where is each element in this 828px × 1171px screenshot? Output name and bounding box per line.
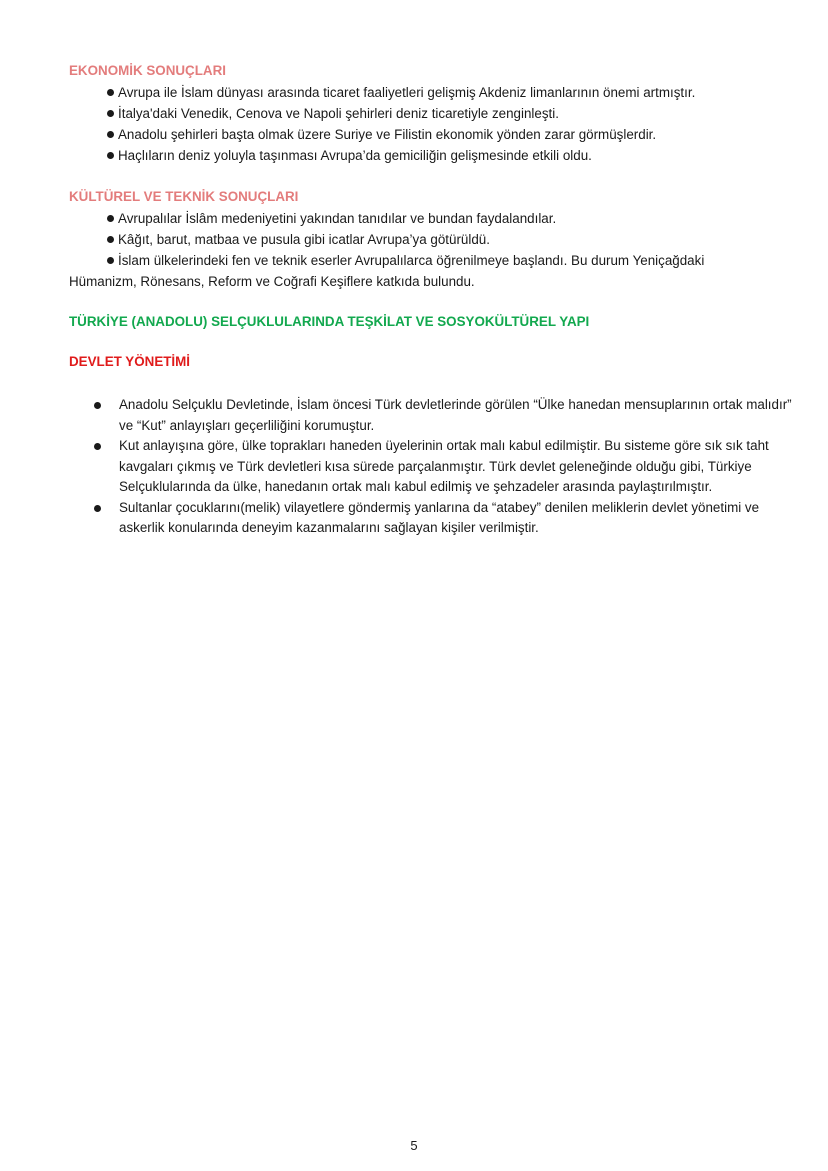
cultural-results-heading: KÜLTÜREL VE TEKNİK SONUÇLARI bbox=[69, 189, 299, 204]
bullet-icon bbox=[107, 110, 114, 117]
page-number: 5 bbox=[410, 1138, 418, 1153]
list-item: Anadolu Selçuklu Devletinde, İslam öncesi Türk devletlerinde görülen “Ülke hanedan mensuplarının ortak malıdır” ve “Kut” anlayışları geçerliliğini korumuştur. bbox=[69, 395, 794, 436]
government-list bbox=[69, 395, 794, 539]
bullet-icon bbox=[94, 402, 101, 409]
list-item: Kâğıt, barut, matbaa ve pusula gibi icatlar Avrupa’ya götürüldü. bbox=[69, 229, 799, 250]
economic-results-heading: EKONOMİK SONUÇLARI bbox=[69, 63, 226, 78]
list-item-continuation: Hümanizm, Rönesans, Reform ve Coğrafi Keşiflere katkıda bulundu. bbox=[69, 274, 475, 289]
bullet-icon bbox=[107, 131, 114, 138]
list-item: İtalya'daki Venedik, Cenova ve Napoli şehirleri deniz ticaretiyle zenginleşti. bbox=[69, 103, 799, 124]
list-item: Kut anlayışına göre, ülke toprakları haneden üyelerinin ortak malı kabul edilmiştir. Bu sisteme göre sık sık taht kavgaları çıkmış ve Türk devletleri kısa sürede parçalanmıştır. Türk devlet geleneğinde olduğu gibi, Türkiye Selçuklularında da ülke, hanedanın ortak malı kabul edilmiş ve şehzadeler arasında paylaştırılmıştır. bbox=[69, 436, 794, 498]
bullet-icon bbox=[107, 89, 114, 96]
economic-results-list bbox=[69, 82, 799, 166]
cultural-results-list bbox=[69, 208, 799, 292]
bullet-icon bbox=[107, 215, 114, 222]
list-item: Avrupa ile İslam dünyası arasında ticaret faaliyetleri gelişmiş Akdeniz limanlarının önemi artmıştır. bbox=[69, 82, 799, 103]
list-item: Sultanlar çocuklarını(melik) vilayetlere göndermiş yanlarına da “atabey” denilen meliklerin devlet yönetimi ve askerlik konularında deneyim kazanmalarını sağlayan kişiler verilmiştir. bbox=[69, 498, 794, 539]
list-item: Anadolu şehirleri başta olmak üzere Suriye ve Filistin ekonomik yönden zarar görmüşlerdir. bbox=[69, 124, 799, 145]
section-title: TÜRKİYE (ANADOLU) SELÇUKLULARINDA TEŞKİLAT VE SOSYOKÜLTÜREL YAPI bbox=[69, 314, 590, 329]
bullet-icon bbox=[107, 152, 114, 159]
bullet-icon bbox=[94, 443, 101, 450]
list-item: İslam ülkelerindeki fen ve teknik eserler Avrupalılarca öğrenilmeye başlandı. Bu durum Yeniçağdaki bbox=[69, 250, 799, 271]
bullet-icon bbox=[107, 236, 114, 243]
bullet-icon bbox=[107, 257, 114, 264]
list-item: Haçlıların deniz yoluyla taşınması Avrupa’da gemiciliğin gelişmesinde etkili oldu. bbox=[69, 145, 799, 166]
list-item: Avrupalılar İslâm medeniyetini yakından tanıdılar ve bundan faydalandılar. bbox=[69, 208, 799, 229]
government-heading: DEVLET YÖNETİMİ bbox=[69, 354, 191, 369]
bullet-icon bbox=[94, 505, 101, 512]
